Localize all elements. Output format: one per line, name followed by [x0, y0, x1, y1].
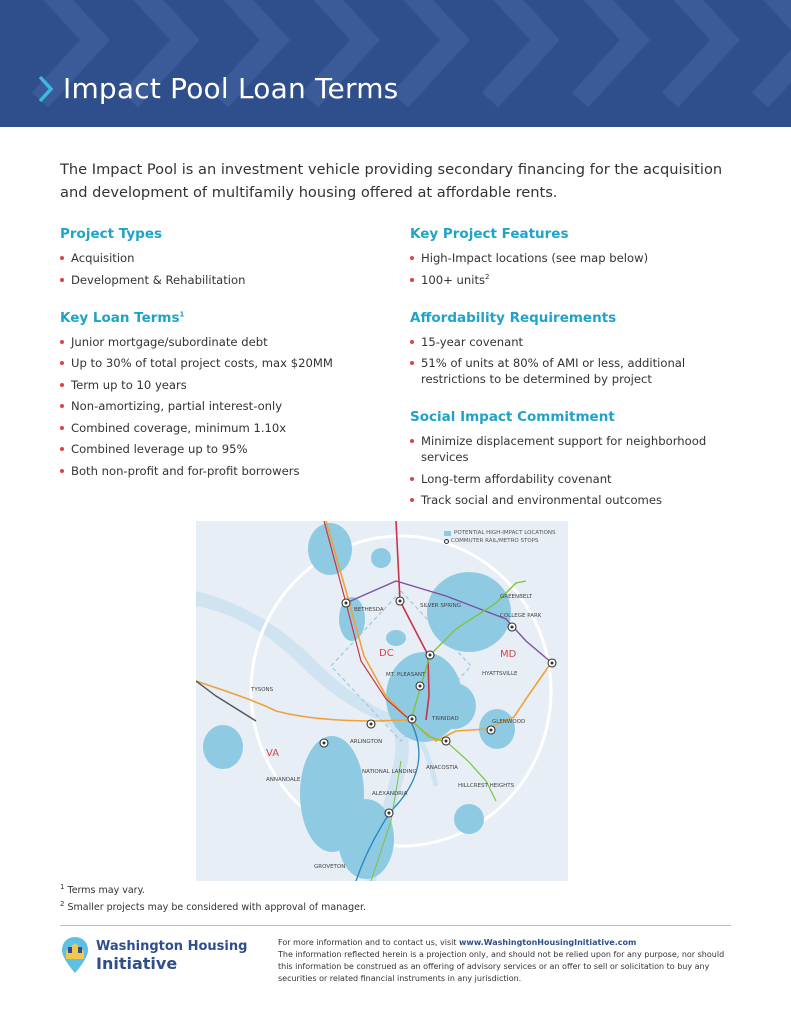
place-label: SILVER SPRING — [420, 603, 462, 609]
list-item: Minimize displacement support for neighborhood services — [410, 433, 730, 465]
list-item: 15-year covenant — [410, 334, 730, 350]
list-item: 100+ units$^2$ — [410, 272, 730, 288]
list-item: Non-amortizing, partial interest-only — [60, 398, 380, 414]
footnote-1: $^1$ Terms may vary. — [60, 882, 145, 896]
list-item: Combined leverage up to 95% — [60, 441, 380, 457]
page-title: Impact Pool Loan Terms — [63, 72, 399, 105]
place-label: ALEXANDRIA — [372, 791, 408, 797]
list-item: Long-term affordability covenant — [410, 471, 730, 487]
place-label: HYATTSVILLE — [482, 671, 518, 677]
place-label: TRINIDAD — [432, 716, 459, 722]
place-label: ANNANDALE — [266, 777, 301, 783]
legend-metro-label: COMMUTER RAIL/METRO STOPS — [451, 538, 539, 544]
map-legend — [444, 529, 556, 545]
place-label: ANACOSTIA — [426, 765, 458, 771]
key-project-features-list — [410, 250, 730, 288]
header-chevron-pattern — [0, 0, 791, 127]
footnote-mark: 1 — [179, 310, 185, 318]
footer-contact: For more information and to contact us, visit www.WashingtonHousingInitiative.com The information reflected herein is a projection only, and should not be relied upon for any purpose, nor should this information be construed as an offering of advisory services or an offer to sell or solicitation to buy any securities or related financial instruments in any jurisdiction. — [278, 938, 725, 983]
list-item: Both non-profit and for-profit borrowers — [60, 463, 380, 479]
title-chevron-icon — [37, 74, 55, 104]
place-label: BETHESDA — [354, 607, 384, 613]
disclaimer: The information reflected herein is a projection only, and should not be relied upon for any purpose, nor should this information be construed as an offering of advisory services or an offer to sell or solicitation to buy any securities or related financial instruments in any jurisdiction. — [278, 950, 725, 983]
place-label: GLENWOOD — [492, 719, 526, 725]
place-label: MT. PLEASANT — [386, 672, 426, 678]
left-column — [60, 226, 380, 501]
list-item: Combined coverage, minimum 1.10x — [60, 420, 380, 436]
zone-swatch — [444, 531, 451, 536]
list-item: Term up to 10 years — [60, 377, 380, 393]
list-item: High-Impact locations (see map below) — [410, 250, 730, 266]
place-label: GROVETON — [314, 864, 346, 870]
region-label-md: MD — [500, 649, 517, 660]
project-types-heading: Project Types — [60, 226, 163, 242]
social-impact-heading: Social Impact Commitment — [410, 409, 615, 425]
legend-zones-label: POTENTIAL HIGH-IMPACT LOCATIONS — [454, 530, 556, 536]
key-project-features-heading: Key Project Features — [410, 226, 569, 242]
place-label: HILLCREST HEIGHTS — [458, 783, 515, 789]
footer-divider — [60, 925, 731, 926]
affordability-list — [410, 334, 730, 388]
house-map-pin-icon — [60, 935, 90, 975]
logo-line-2: Initiative — [96, 954, 178, 973]
list-item: Up to 30% of total project costs, max $20MM — [60, 355, 380, 371]
region-label-va: VA — [266, 748, 280, 759]
footnote-2: $^2$ Smaller projects may be considered with approval of manager. — [60, 899, 367, 913]
list-item: Junior mortgage/subordinate debt — [60, 334, 380, 350]
place-label: TYSONS — [251, 687, 274, 693]
list-item: 51% of units at 80% of AMI or less, additional restrictions to be determined by project — [410, 355, 730, 387]
map-graphic — [196, 521, 568, 881]
list-item: Track social and environmental outcomes — [410, 492, 730, 508]
project-types-list — [60, 250, 380, 288]
place-label: GREENBELT — [500, 594, 533, 600]
key-loan-terms-list — [60, 334, 380, 479]
list-item: Acquisition — [60, 250, 380, 266]
place-label: ARLINGTON — [350, 739, 383, 745]
website-link[interactable]: www.WashingtonHousingInitiative.com — [459, 938, 637, 947]
social-impact-list — [410, 433, 730, 508]
region-label-dc: DC — [379, 648, 394, 659]
place-label: COLLEGE PARK — [500, 613, 542, 619]
place-label: NATIONAL LANDING — [362, 769, 417, 775]
logo-line-1: Washington Housing — [96, 939, 248, 954]
intro-paragraph: The Impact Pool is an investment vehicle providing secondary financing for the acquisition and development of multifamily housing offered at affordable rents. — [60, 161, 723, 201]
washington-housing-initiative-logo — [60, 935, 260, 977]
impact-locations-map — [196, 521, 568, 881]
header-banner — [0, 0, 791, 127]
right-column — [410, 226, 730, 530]
metro-stop-icon — [444, 539, 449, 544]
list-item: Development & Rehabilitation — [60, 272, 380, 288]
affordability-heading: Affordability Requirements — [410, 309, 617, 326]
key-loan-terms-heading: Key Loan Terms$^1$ — [60, 309, 185, 326]
footnote-mark: 2 — [485, 272, 490, 281]
